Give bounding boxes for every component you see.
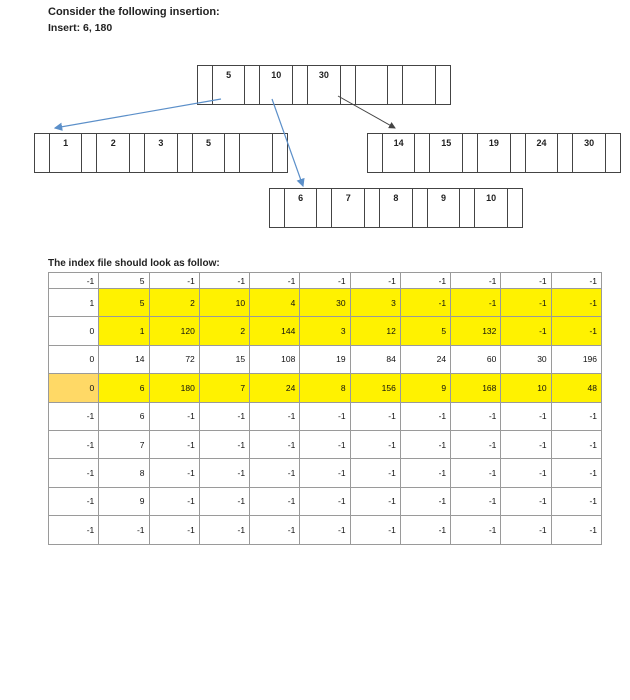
table-cell: -1 <box>350 273 400 289</box>
table-cell: -1 <box>199 430 249 458</box>
table-cell: 2 <box>149 289 199 317</box>
problem-heading: Consider the following insertion: <box>48 6 220 18</box>
table-cell: 1 <box>49 289 99 317</box>
table-row <box>49 430 602 458</box>
table-cell: -1 <box>400 430 450 458</box>
leaf-key: 19 <box>477 133 511 173</box>
table-cell: 144 <box>250 317 300 345</box>
index-table-caption: The index file should look as follow: <box>48 258 220 269</box>
arrow-to-left-leaf <box>55 99 221 128</box>
table-cell: -1 <box>199 273 249 289</box>
table-cell: 14 <box>99 345 149 373</box>
table-cell: -1 <box>300 516 350 544</box>
table-cell: -1 <box>501 402 551 430</box>
table-cell: -1 <box>49 273 99 289</box>
table-cell: -1 <box>49 402 99 430</box>
table-cell: -1 <box>149 516 199 544</box>
table-row <box>49 516 602 544</box>
table-row <box>49 289 602 317</box>
leaf-key: 9 <box>427 188 461 228</box>
table-cell: -1 <box>300 430 350 458</box>
table-cell: 10 <box>199 289 249 317</box>
table-cell: -1 <box>350 459 400 487</box>
root-key: 10 <box>259 65 293 105</box>
root-key: 5 <box>212 65 246 105</box>
table-cell: -1 <box>300 273 350 289</box>
leaf-key: 7 <box>331 188 365 228</box>
table-cell: -1 <box>149 430 199 458</box>
btree-diagram <box>0 0 630 240</box>
table-cell: 48 <box>551 374 601 402</box>
table-cell: -1 <box>49 487 99 515</box>
table-cell: 30 <box>501 345 551 373</box>
arrow-to-middle-leaf <box>272 99 303 186</box>
table-cell: 5 <box>99 289 149 317</box>
leaf-key: 5 <box>192 133 226 173</box>
insert-values: Insert: 6, 180 <box>48 22 113 34</box>
leaf-key: 6 <box>284 188 318 228</box>
table-cell: -1 <box>551 516 601 544</box>
table-cell: 9 <box>99 487 149 515</box>
leaf-key: 15 <box>429 133 463 173</box>
table-cell: 5 <box>400 317 450 345</box>
table-cell: -1 <box>350 516 400 544</box>
table-cell: -1 <box>49 430 99 458</box>
table-cell: -1 <box>250 487 300 515</box>
table-cell: 156 <box>350 374 400 402</box>
table-cell: -1 <box>501 516 551 544</box>
table-cell: -1 <box>250 459 300 487</box>
table-cell: -1 <box>451 273 501 289</box>
table-cell: -1 <box>551 487 601 515</box>
table-cell: -1 <box>501 289 551 317</box>
table-cell: -1 <box>300 487 350 515</box>
table-cell: -1 <box>400 289 450 317</box>
table-cell: -1 <box>501 273 551 289</box>
table-cell: -1 <box>551 430 601 458</box>
table-cell: 7 <box>99 430 149 458</box>
table-cell: 7 <box>199 374 249 402</box>
pointer-arrows <box>0 0 630 240</box>
table-cell: 72 <box>149 345 199 373</box>
table-cell: -1 <box>501 317 551 345</box>
table-cell: 4 <box>250 289 300 317</box>
table-cell: 0 <box>49 317 99 345</box>
table-cell: -1 <box>250 516 300 544</box>
table-cell: 0 <box>49 374 99 402</box>
table-cell: -1 <box>250 430 300 458</box>
table-cell: -1 <box>199 459 249 487</box>
table-cell: 84 <box>350 345 400 373</box>
table-row <box>49 402 602 430</box>
root-key: 30 <box>307 65 341 105</box>
table-cell: 3 <box>300 317 350 345</box>
table-cell: -1 <box>451 430 501 458</box>
table-cell: -1 <box>551 273 601 289</box>
table-cell: -1 <box>149 273 199 289</box>
table-cell: -1 <box>250 402 300 430</box>
table-cell: 24 <box>250 374 300 402</box>
table-cell: -1 <box>350 487 400 515</box>
table-cell: 180 <box>149 374 199 402</box>
table-cell: 2 <box>199 317 249 345</box>
table-cell: -1 <box>250 273 300 289</box>
table-cell: 24 <box>400 345 450 373</box>
table-cell: 9 <box>400 374 450 402</box>
table-cell: -1 <box>400 459 450 487</box>
leaf-key: 14 <box>382 133 416 173</box>
arrow-to-right-leaf <box>338 96 395 128</box>
table-cell: -1 <box>149 487 199 515</box>
table-cell: 10 <box>501 374 551 402</box>
table-cell: -1 <box>551 317 601 345</box>
table-cell: -1 <box>451 289 501 317</box>
table-cell: 120 <box>149 317 199 345</box>
table-row <box>49 487 602 515</box>
table-cell: 3 <box>350 289 400 317</box>
table-cell: -1 <box>551 402 601 430</box>
table-cell: -1 <box>501 459 551 487</box>
table-cell: -1 <box>149 459 199 487</box>
table-cell: -1 <box>400 273 450 289</box>
table-cell: -1 <box>49 459 99 487</box>
table-row <box>49 345 602 373</box>
table-cell: -1 <box>400 402 450 430</box>
index-table <box>48 272 602 545</box>
table-row <box>49 459 602 487</box>
table-cell: 30 <box>300 289 350 317</box>
table-cell: 0 <box>49 345 99 373</box>
table-cell: 5 <box>99 273 149 289</box>
table-cell: -1 <box>551 289 601 317</box>
table-cell: 196 <box>551 345 601 373</box>
leaf-key: 24 <box>525 133 559 173</box>
table-cell: -1 <box>99 516 149 544</box>
leaf-key: 10 <box>474 188 508 228</box>
leaf-key: 8 <box>379 188 413 228</box>
table-cell: -1 <box>300 459 350 487</box>
table-cell: -1 <box>451 487 501 515</box>
table-cell: -1 <box>451 516 501 544</box>
table-cell: 12 <box>350 317 400 345</box>
table-cell: 132 <box>451 317 501 345</box>
table-cell: 168 <box>451 374 501 402</box>
table-cell: 8 <box>300 374 350 402</box>
table-cell: -1 <box>300 402 350 430</box>
table-cell: -1 <box>350 430 400 458</box>
leaf-key: 30 <box>572 133 606 173</box>
leaf-key: 1 <box>49 133 83 173</box>
table-row <box>49 317 602 345</box>
table-cell: 6 <box>99 402 149 430</box>
table-row <box>49 374 602 402</box>
table-cell: 6 <box>99 374 149 402</box>
table-cell: -1 <box>350 402 400 430</box>
table-cell: -1 <box>199 487 249 515</box>
table-cell: 60 <box>451 345 501 373</box>
table-cell: -1 <box>149 402 199 430</box>
table-cell: 1 <box>99 317 149 345</box>
table-cell: 8 <box>99 459 149 487</box>
table-cell: 108 <box>250 345 300 373</box>
table-cell: -1 <box>451 459 501 487</box>
table-cell: 19 <box>300 345 350 373</box>
table-cell: -1 <box>501 430 551 458</box>
table-cell: -1 <box>451 402 501 430</box>
table-cell: -1 <box>400 516 450 544</box>
table-cell: -1 <box>49 516 99 544</box>
table-cell: -1 <box>199 516 249 544</box>
table-cell: -1 <box>199 402 249 430</box>
table-cell: -1 <box>501 487 551 515</box>
table-cell: -1 <box>551 459 601 487</box>
table-cell: 15 <box>199 345 249 373</box>
leaf-key: 3 <box>144 133 178 173</box>
leaf-key: 2 <box>96 133 130 173</box>
table-row <box>49 273 602 289</box>
table-cell: -1 <box>400 487 450 515</box>
